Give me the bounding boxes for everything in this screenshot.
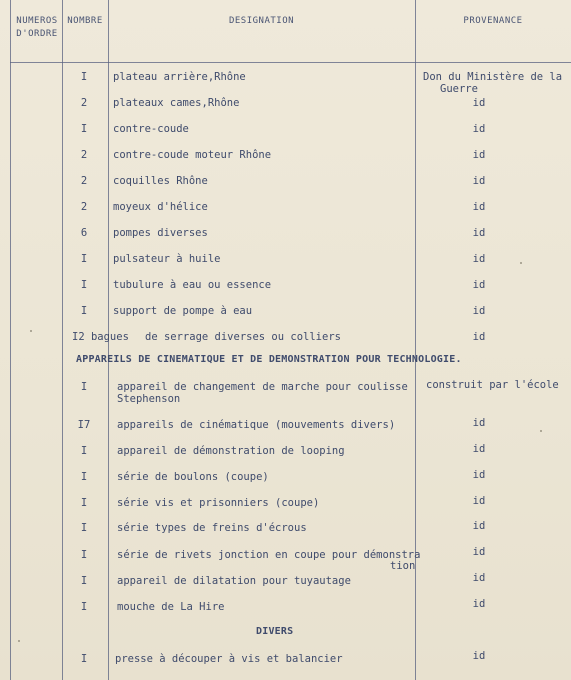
row3-1-nombre: I	[80, 653, 88, 665]
row2-5-provenance: id	[472, 495, 486, 507]
paper-speck	[30, 330, 32, 332]
row-6-nombre: 2	[80, 201, 88, 213]
row-7-designation: pompes diverses	[113, 227, 208, 239]
row2-4-designation: série de boulons (coupe)	[117, 471, 269, 483]
row-2-designation: plateaux cames,Rhône	[113, 97, 240, 109]
header-rule	[10, 62, 571, 63]
row2-9-nombre: I	[80, 601, 88, 613]
row-9-nombre: I	[80, 279, 88, 291]
row2-2-provenance: id	[472, 417, 486, 429]
row2-4-provenance: id	[472, 469, 486, 481]
row2-8-nombre: I	[80, 575, 88, 587]
row-10-designation: support de pompe à eau	[113, 305, 253, 317]
header-numero-line2: D'ORDRE	[16, 29, 58, 39]
row3-1-provenance: id	[472, 650, 486, 662]
row2-7-nombre: I	[80, 549, 88, 561]
row2-6-designation: série types de freins d'écrous	[117, 522, 307, 534]
row-5-provenance: id	[472, 175, 486, 187]
row2-1-designation-line1: appareil de changement de marche pour coulisse	[117, 381, 408, 393]
header-numero	[12, 16, 62, 39]
row-8-designation: pulsateur à huile	[113, 253, 221, 265]
row-1-nombre: I	[80, 71, 88, 83]
section-title-cinematique: APPAREILS DE CINEMATIQUE ET DE DEMONSTRATION POUR TECHNOLOGIE.	[76, 354, 462, 365]
row2-1-designation-line2: Stephenson	[117, 393, 181, 405]
row-8-provenance: id	[472, 253, 486, 265]
row-3-nombre: I	[80, 123, 88, 135]
row-4-designation: contre-coude moteur Rhône	[113, 149, 272, 161]
row-11-nombre: I2 bagues	[72, 331, 129, 343]
row2-6-provenance: id	[472, 520, 486, 532]
row2-7-designation-line2: tion	[390, 560, 416, 572]
row-11-provenance: id	[472, 331, 486, 343]
header-provenance: PROVENANCE	[463, 16, 523, 26]
row2-4-nombre: I	[80, 471, 88, 483]
row2-5-nombre: I	[80, 497, 88, 509]
row2-3-nombre: I	[80, 445, 88, 457]
header-nombre: NOMBRE	[67, 16, 103, 26]
row2-8-provenance: id	[472, 572, 486, 584]
row-11-designation: de serrage diverses ou colliers	[145, 331, 341, 343]
row-1-provenance-line1: Don du Ministère de la	[423, 71, 563, 83]
row-2-nombre: 2	[80, 97, 88, 109]
row-4-nombre: 2	[80, 149, 88, 161]
row2-7-provenance: id	[472, 546, 486, 558]
row2-9-designation: mouche de La Hire	[117, 601, 225, 613]
row2-2-designation: appareils de cinématique (mouvements divers)	[117, 419, 396, 431]
row2-3-provenance: id	[472, 443, 486, 455]
row-10-nombre: I	[80, 305, 88, 317]
row2-7-designation-line1: série de rivets jonction en coupe pour démonstra	[117, 549, 421, 561]
row-7-provenance: id	[472, 227, 486, 239]
row-6-designation: moyeux d'hélice	[113, 201, 208, 213]
row3-1-designation: presse à découper à vis et balancier	[115, 653, 343, 665]
header-numero-line1: NUMEROS	[16, 16, 58, 26]
paper-speck	[540, 430, 542, 432]
row-10-provenance: id	[472, 305, 486, 317]
rule-left	[10, 0, 11, 680]
row-4-provenance: id	[472, 149, 486, 161]
row-1-provenance-line2: Guerre	[440, 83, 478, 95]
row-5-nombre: 2	[80, 175, 88, 187]
row2-9-provenance: id	[472, 598, 486, 610]
row-2-provenance: id	[472, 97, 486, 109]
row2-6-nombre: I	[80, 522, 88, 534]
header-designation: DESIGNATION	[228, 16, 295, 26]
row-3-designation: contre-coude	[113, 123, 189, 135]
row-6-provenance: id	[472, 201, 486, 213]
row2-8-designation: appareil de dilatation pour tuyautage	[117, 575, 351, 587]
row2-1-provenance: construit par l'école	[426, 379, 559, 391]
row-5-designation: coquilles Rhône	[113, 175, 208, 187]
paper-speck	[18, 640, 20, 642]
row2-5-designation: série vis et prisonniers (coupe)	[117, 497, 320, 509]
row2-3-designation: appareil de démonstration de looping	[117, 445, 345, 457]
row-7-nombre: 6	[80, 227, 88, 239]
row-9-provenance: id	[472, 279, 486, 291]
paper-speck	[520, 262, 522, 264]
row2-1-nombre: I	[80, 381, 88, 393]
row-8-nombre: I	[80, 253, 88, 265]
row-3-provenance: id	[472, 123, 486, 135]
row-1-designation: plateau arrière,Rhône	[113, 71, 246, 83]
section-title-divers: DIVERS	[256, 626, 294, 637]
row2-2-nombre: I7	[77, 419, 91, 431]
row-9-designation: tubulure à eau ou essence	[113, 279, 272, 291]
